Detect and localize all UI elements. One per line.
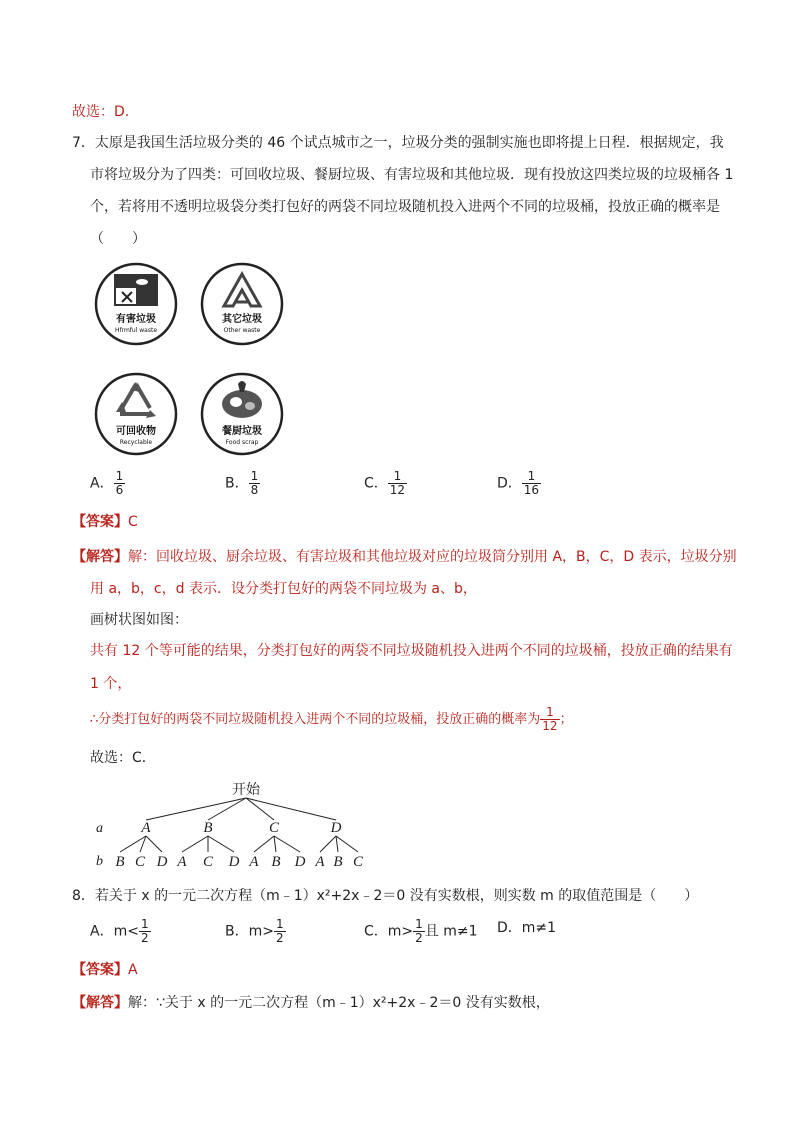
tree-node-l2: A — [249, 854, 259, 870]
q7-solution-line-2: 用 a，b，c，d 表示．设分类打包好的两袋不同垃圾为 a、b， — [90, 581, 477, 597]
tree-node-l2: C — [352, 854, 364, 870]
q6-choose: 故选：D． — [72, 104, 139, 120]
tree-root: 开始 — [232, 782, 260, 798]
q7-solution-line-1: 【解答】解：回收垃圾、厨余垃圾、有害垃圾和其他垃圾对应的垃圾筒分别用 A，B，C，D 表示，垃圾分别 — [72, 549, 737, 565]
tree-node-l2: C — [202, 854, 214, 870]
q7-solution-line-4: 共有 12 个等可能的结果，分类打包好的两袋不同垃圾随机投入进两个不同的垃圾桶，投放正确的结果有 — [90, 643, 733, 659]
tree-node-l2: A — [315, 854, 325, 870]
q7-option-d: D． $\frac{1}{16}$ — [497, 469, 540, 497]
other-waste-icon — [200, 262, 284, 346]
q8-stem: 8．若关于 x 的一元二次方程（m﹣1）x²+2x﹣2＝0 没有实数根，则实数 m 的取值范围是（ ） — [72, 888, 699, 904]
tree-node-l2: D — [294, 854, 306, 870]
q7-choose: 故选：C． — [90, 750, 156, 766]
tree-diagram — [86, 776, 386, 872]
q8-option-c: C．m> $\frac{1}{2}$ 且 m≠1 — [364, 917, 478, 945]
tree-node-l1: B — [203, 820, 213, 836]
q8-option-a: A．m< $\frac{1}{2}$ — [90, 917, 149, 945]
q7-options — [90, 470, 690, 506]
q7-solution-line-5: 1 个， — [90, 676, 132, 692]
q7-solution-line-3: 画树状图如图： — [90, 612, 188, 628]
tree-row-a-label: a — [96, 821, 103, 836]
q7-answer: 【答案】C — [72, 514, 138, 530]
food-scrap-en: Food scrap — [225, 439, 259, 446]
harmful-waste-cn: 有害垃圾 — [116, 314, 156, 325]
harmful-waste-icon — [94, 262, 178, 346]
tree-node-l2: D — [228, 854, 240, 870]
tree-node-l2: B — [333, 854, 343, 870]
q7-option-c: C． $\frac{1}{12}$ — [364, 469, 406, 497]
q7-option-a: A． $\frac{1}{6}$ — [90, 469, 124, 497]
tree-node-l2: A — [177, 854, 187, 870]
tree-node-l1: A — [141, 820, 151, 836]
q8-option-d: D．m≠1 — [497, 920, 557, 936]
q8-solution: 【解答】解：∵关于 x 的一元二次方程（m﹣1）x²+2x﹣2＝0 没有实数根， — [72, 995, 550, 1011]
food-scrap-icon — [200, 372, 284, 456]
tree-node-l1: D — [330, 820, 342, 836]
q7-stem-line-1: 7．太原是我国生活垃圾分类的 46 个试点城市之一，垃圾分类的强制实施也即将提上日程．根据规定，我 — [72, 135, 724, 151]
recyclable-en: Recyclable — [119, 439, 153, 446]
q8-answer: 【答案】A — [72, 962, 138, 978]
q7-stem-line-4: （ ） — [90, 231, 146, 247]
harmful-waste-en: Hfrmful waste — [114, 327, 158, 334]
other-waste-cn: 其它垃圾 — [222, 314, 262, 325]
tree-node-l2: B — [115, 854, 125, 870]
tree-node-l2: C — [134, 854, 146, 870]
q7-stem-line-2: 市将垃圾分为了四类：可回收垃圾、餐厨垃圾、有害垃圾和其他垃圾．现有投放这四类垃圾的垃圾桶各 1 — [90, 167, 734, 183]
recyclable-cn: 可回收物 — [116, 426, 156, 437]
q7-option-b: B． $\frac{1}{8}$ — [225, 469, 259, 497]
food-scrap-cn: 餐厨垃圾 — [222, 426, 262, 437]
tree-row-b-label: b — [96, 854, 103, 869]
tree-edges — [120, 798, 358, 852]
q7-therefore: ∴分类打包好的两袋不同垃圾随机投入进两个不同的垃圾桶，投放正确的概率为 $\frac{1}{12}$ ； — [90, 705, 573, 733]
other-waste-en: Other waste — [223, 327, 261, 334]
tree-node-l1: C — [268, 820, 280, 836]
q8-options — [90, 918, 690, 950]
tree-node-l2: D — [156, 854, 168, 870]
recyclable-icon — [94, 372, 178, 456]
q7-stem-line-3: 个，若将用不透明垃圾袋分类打包好的两袋不同垃圾随机投入进两个不同的垃圾桶，投放正确的概率是 — [90, 199, 720, 215]
tree-node-l2: B — [271, 854, 281, 870]
q8-option-b: B．m> $\frac{1}{2}$ — [225, 917, 284, 945]
